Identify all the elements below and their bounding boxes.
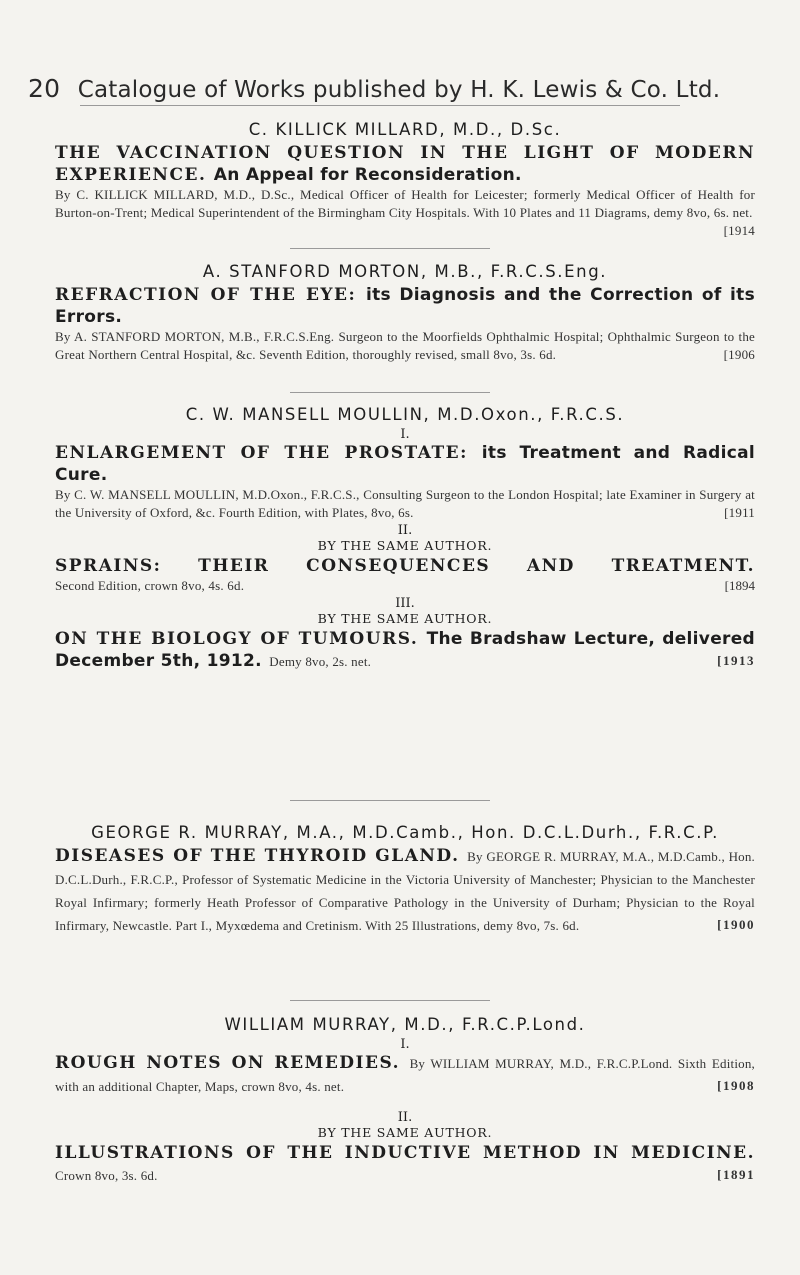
author-heading: A. STANFORD MORTON, M.B., F.R.C.S.Eng. (202, 262, 608, 281)
same-author-note: BY THE SAME AUTHOR. (317, 538, 493, 553)
subtitle-text: The Bradshaw Lecture, delivered December 5th, 1912. (55, 629, 756, 671)
work-number: II. (397, 523, 413, 538)
entry-divider (290, 800, 490, 801)
author-heading: C. KILLICK MILLARD, M.D., D.Sc. (248, 120, 562, 139)
title-text: REFRACTION OF THE EYE: (55, 285, 357, 305)
entry-george-murray (55, 823, 755, 937)
book-title (55, 1052, 755, 1098)
title-text: ILLUSTRATIONS OF THE INDUCTIVE METHOD IN MEDICINE. (55, 1143, 755, 1163)
entry-divider (290, 1000, 490, 1001)
book-description (55, 328, 755, 364)
page-header (28, 74, 728, 103)
book-title (55, 628, 755, 673)
entry-morton (55, 262, 755, 364)
title-text: ENLARGEMENT OF THE PROSTATE: (55, 443, 468, 463)
publication-year: [1906 (723, 347, 755, 362)
publication-year: [1908 (717, 1078, 755, 1093)
publication-year: [1894 (724, 578, 755, 593)
same-author-note: BY THE SAME AUTHOR. (317, 1125, 493, 1140)
book-title (55, 142, 755, 186)
book-description (55, 577, 755, 595)
publication-year: [1914 (723, 223, 755, 238)
title-text: ON THE BIOLOGY OF TUMOURS. (55, 629, 419, 649)
description-text: Demy 8vo, 2s. net. (269, 654, 372, 669)
description-text: Second Edition, crown 8vo, 4s. 6d. (55, 578, 245, 593)
subtitle-text: its Diagnosis and the Correction of its Errors. (55, 285, 755, 327)
work-number: III. (395, 596, 415, 611)
publication-year: [1891 (717, 1167, 755, 1182)
description-text: Crown 8vo, 3s. 6d. (55, 1168, 158, 1183)
entry-millard (55, 120, 755, 240)
title-text: ROUGH NOTES ON REMEDIES. (55, 1053, 401, 1073)
page-number: 20 (28, 74, 61, 103)
work-number: I. (400, 427, 410, 442)
entry-william-murray (55, 1015, 755, 1187)
description-text: By A. STANFORD MORTON, M.B., F.R.C.S.Eng. Surgeon to the Moorfields Ophthalmic Hospital; Ophthalmic Surgeon to the Great Northern Central Hospital, &c. Seventh Edition, thoroughly revised, small 8vo, 3s. 6d. (55, 329, 755, 362)
author-heading: WILLIAM MURRAY, M.D., F.R.C.P.Lond. (224, 1015, 586, 1034)
subtitle-text: its Treatment and Radical Cure. (55, 443, 756, 485)
publication-year: [1911 (724, 505, 755, 520)
same-author-note: BY THE SAME AUTHOR. (317, 611, 493, 626)
title-text: DISEASES OF THE THYROID GLAND. (55, 846, 460, 866)
author-heading: C. W. MANSELL MOULLIN, M.D.Oxon., F.R.C.S. (185, 405, 625, 424)
catalogue-title: Catalogue of Works published by H. K. Lewis & Co. Ltd. (77, 77, 721, 103)
work-number: II. (397, 1110, 413, 1125)
book-title (55, 845, 755, 937)
book-description (55, 186, 755, 238)
book-title (55, 284, 755, 328)
subtitle-text: An Appeal for Reconsideration. (213, 165, 522, 185)
author-heading: GEORGE R. MURRAY, M.A., M.D.Camb., Hon. D.C.L.Durh., F.R.C.P. (91, 823, 719, 842)
header-rule (80, 105, 680, 106)
publication-year: [1900 (717, 917, 755, 932)
description-text: By WILLIAM MURRAY, M.D., F.R.C.P.Lond. Sixth Edition, with an additional Chapter, Maps, crown 8vo, 4s. net. (55, 1056, 756, 1094)
publication-year: [1913 (717, 653, 755, 668)
work-number: I. (400, 1037, 410, 1052)
description-text: By GEORGE R. MURRAY, M.A., M.D.Camb., Hon. D.C.L.Durh., F.R.C.P., Professor of Systematic Medicine in the Victoria University of Manchester; Physician to the Manchester Royal Infirmary; formerly Heath Professor of Comparative Pathology in the University of Durham; Physician to the Royal Infirmary, Newcastle. Part I., Myxœdema and Cretinism. With 25 Illustrations, demy 8vo, 7s. 6d. (55, 849, 756, 933)
entry-divider (290, 248, 490, 249)
entry-divider (290, 392, 490, 393)
book-title: SPRAINS: THEIR CONSEQUENCES AND TREATMENT. (55, 556, 755, 576)
description-text: By C. KILLICK MILLARD, M.D., D.Sc., Medical Officer of Health for Leicester; formerly Medical Officer of Health for Burton-on-Trent; Medical Superintendent of the Birmingham City Hospitals. With 10 Plates and 11 Diagrams, demy 8vo, 6s. net. (55, 187, 755, 220)
book-description (55, 486, 755, 522)
book-title (55, 1142, 755, 1187)
book-title (55, 442, 755, 486)
entry-moullin (55, 405, 755, 673)
title-text: THE VACCINATION QUESTION IN THE LIGHT OF MODERN EXPERIENCE. (55, 143, 755, 185)
description-text: By C. W. MANSELL MOULLIN, M.D.Oxon., F.R.C.S., Consulting Surgeon to the London Hospital; late Examiner in Surgery at the University of Oxford, &c. Fourth Edition, with Plates, 8vo, 6s. (55, 487, 755, 520)
